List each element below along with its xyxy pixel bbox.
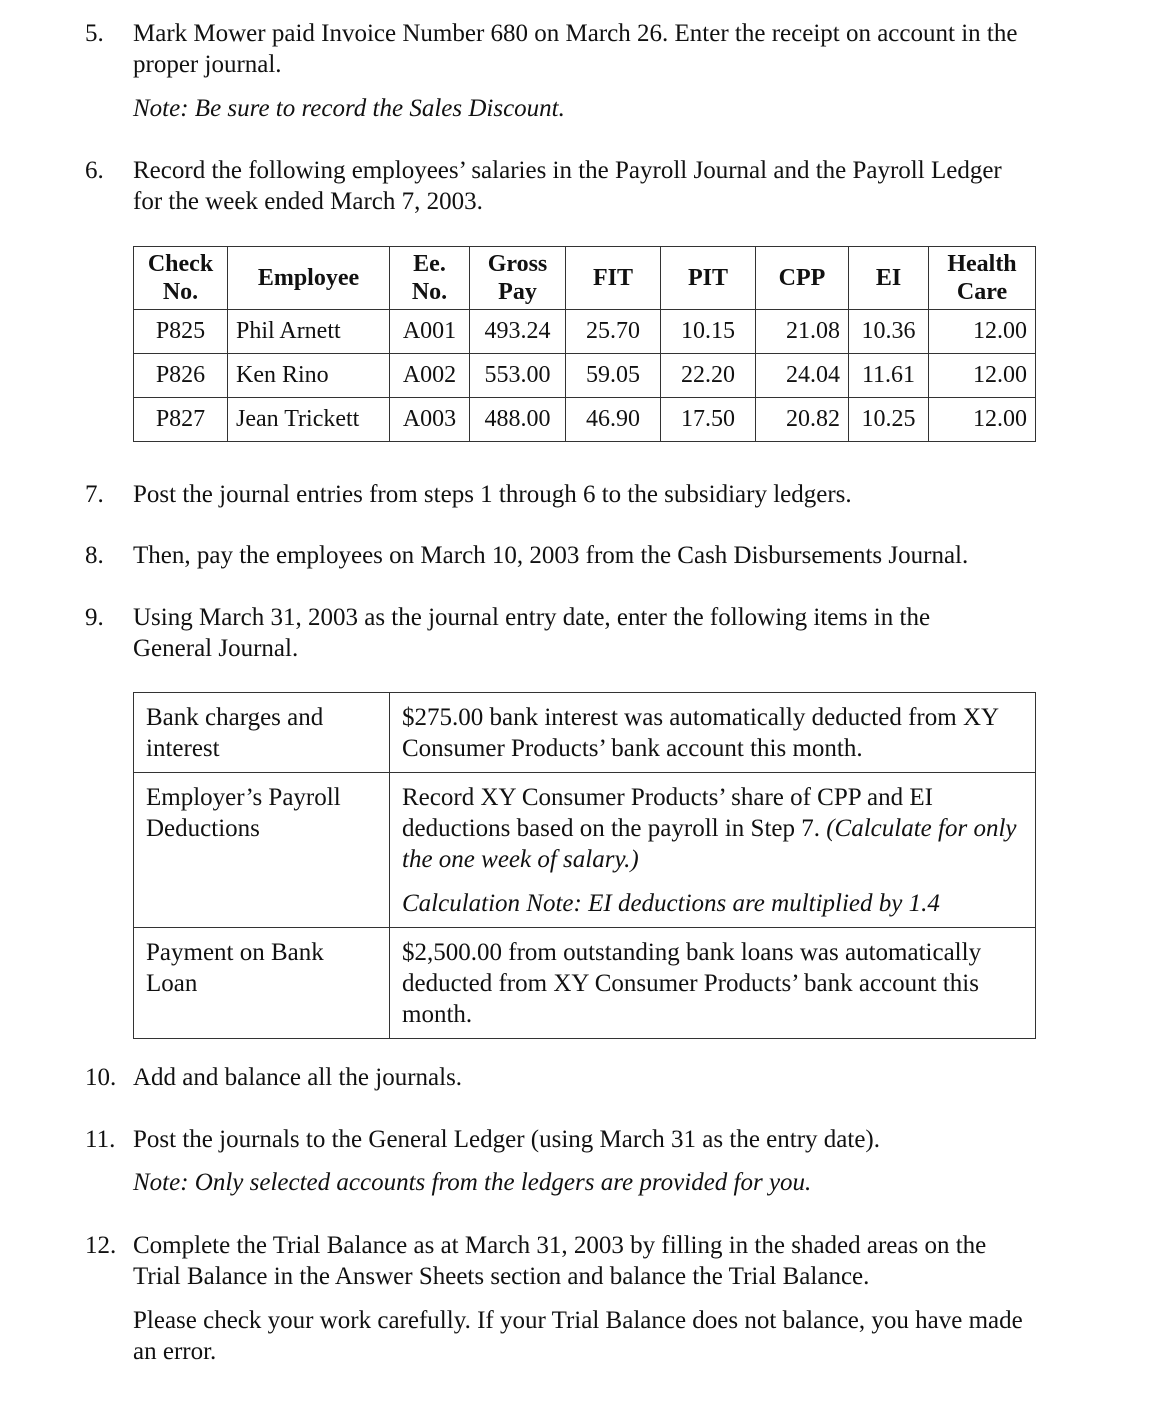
header-text: No. — [411, 279, 448, 305]
header-text: FIT — [592, 265, 633, 291]
table-cell: P827 — [134, 398, 228, 442]
column-header — [661, 247, 756, 310]
column-header — [228, 247, 390, 310]
column-header — [566, 247, 661, 310]
table-cell: A002 — [390, 354, 470, 398]
step-number: 7. — [85, 481, 104, 508]
step-text: Then, pay the employees on March 10, 2003 from the Cash Disbursements Journal. — [133, 542, 969, 569]
step-note: Note: Only selected accounts from the ledgers are provided for you. — [133, 1169, 812, 1196]
table-cell: Jean Trickett — [228, 398, 390, 442]
header-text: EI — [875, 265, 902, 291]
payroll-table — [133, 246, 1036, 442]
header-text: No. — [162, 279, 199, 305]
column-header — [470, 247, 566, 310]
column-header — [390, 247, 470, 310]
step-text: Using March 31, 2003 as the journal entry date, enter the following items in the General Journal. — [133, 604, 931, 662]
header-text: Employee — [257, 265, 360, 291]
table-row — [134, 928, 1036, 1039]
table-row — [134, 773, 1036, 928]
table-cell: 21.08 — [756, 310, 849, 354]
description-text: Record XY Consumer Products’ share of CPP and EI deductions based on the payroll in Step 7. — [402, 784, 933, 842]
table-cell: 10.36 — [849, 310, 929, 354]
table-cell: 11.61 — [849, 354, 929, 398]
table-cell: 25.70 — [566, 310, 661, 354]
column-header — [134, 247, 228, 310]
step-number: 12. — [85, 1232, 117, 1259]
general-journal-items-table — [133, 692, 1036, 1039]
step-text: Mark Mower paid Invoice Number 680 on March 26. Enter the receipt on account in the proper journal. — [133, 20, 1018, 78]
step-number: 5. — [85, 20, 104, 47]
table-row — [134, 310, 1036, 354]
table-row — [134, 398, 1036, 442]
header-text: Care — [956, 279, 1008, 305]
table-cell: P825 — [134, 310, 228, 354]
table-cell: A001 — [390, 310, 470, 354]
step-number: 10. — [85, 1064, 117, 1091]
table-cell: 12.00 — [929, 310, 1036, 354]
item-description — [390, 773, 1036, 928]
header-text: Check — [147, 251, 214, 277]
header-text: PIT — [687, 265, 728, 291]
table-cell: Ken Rino — [228, 354, 390, 398]
step-note: Note: Be sure to record the Sales Discount. — [133, 95, 565, 122]
column-header — [929, 247, 1036, 310]
table-cell: 17.50 — [661, 398, 756, 442]
table-cell: 12.00 — [929, 354, 1036, 398]
header-text: CPP — [778, 265, 826, 291]
header-text: Pay — [498, 279, 537, 305]
table-cell: 46.90 — [566, 398, 661, 442]
table-cell: P826 — [134, 354, 228, 398]
table-cell: 10.15 — [661, 310, 756, 354]
header-text: Health — [947, 251, 1017, 277]
table-cell: 493.24 — [470, 310, 566, 354]
description-italic: (Calculate for only the one week of salary.) — [402, 815, 1017, 873]
table-cell: 12.00 — [929, 398, 1036, 442]
table-header-row — [134, 247, 1036, 310]
step-number: 6. — [85, 157, 104, 184]
step-text: Post the journal entries from steps 1 through 6 to the subsidiary ledgers. — [133, 481, 852, 508]
table-cell: 553.00 — [470, 354, 566, 398]
item-label: Bank charges and interest — [134, 693, 390, 773]
item-label: Employer’s Payroll Deductions — [134, 773, 390, 928]
table-cell: 24.04 — [756, 354, 849, 398]
calculation-note: Calculation Note: EI deductions are multiplied by 1.4 — [402, 890, 940, 917]
step-text: Add and balance all the journals. — [133, 1064, 463, 1091]
table-cell: 20.82 — [756, 398, 849, 442]
step-text: Post the journals to the General Ledger (using March 31 as the entry date). — [133, 1126, 880, 1153]
item-label: Payment on Bank Loan — [134, 928, 390, 1039]
step-number: 8. — [85, 542, 104, 569]
item-description: $2,500.00 from outstanding bank loans was automatically deducted from XY Consumer Products’ bank account this month. — [390, 928, 1036, 1039]
table-cell: 22.20 — [661, 354, 756, 398]
item-description: $275.00 bank interest was automatically deducted from XY Consumer Products’ bank account this month. — [390, 693, 1036, 773]
step-number: 11. — [85, 1126, 116, 1153]
table-cell: A003 — [390, 398, 470, 442]
table-row — [134, 693, 1036, 773]
header-text: Gross — [487, 251, 548, 277]
column-header — [756, 247, 849, 310]
step-text: Record the following employees’ salaries in the Payroll Journal and the Payroll Ledger for the week ended March 7, 2003. — [133, 157, 1002, 215]
table-cell: 488.00 — [470, 398, 566, 442]
column-header — [849, 247, 929, 310]
table-row — [134, 354, 1036, 398]
table-cell: 10.25 — [849, 398, 929, 442]
table-cell: 59.05 — [566, 354, 661, 398]
step-text: Complete the Trial Balance as at March 31, 2003 by filling in the shaded areas on the Trial Balance in the Answer Sheets section and balance the Trial Balance. — [133, 1232, 987, 1290]
step-paragraph: Please check your work carefully. If your Trial Balance does not balance, you have made an error. — [133, 1307, 1023, 1365]
step-number: 9. — [85, 604, 104, 631]
header-text: Ee. — [413, 251, 446, 277]
table-cell: Phil Arnett — [228, 310, 390, 354]
